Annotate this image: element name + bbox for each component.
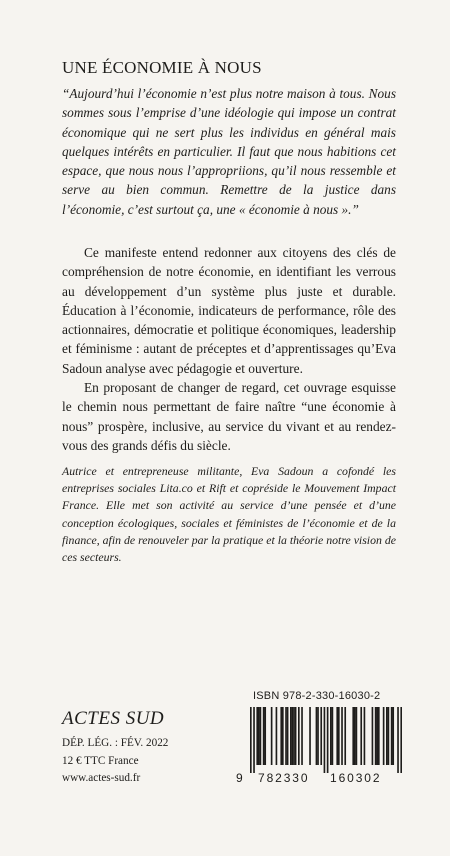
barcode-bar xyxy=(320,707,322,765)
price: 12 € TTC France xyxy=(62,754,139,767)
barcode-bar xyxy=(285,707,287,765)
barcode-bar xyxy=(271,707,273,765)
barcode-bar xyxy=(301,707,303,765)
barcode-bar xyxy=(276,707,278,765)
barcode-bar xyxy=(327,707,329,773)
barcode-bar xyxy=(263,707,265,765)
barcode-bar xyxy=(293,707,295,765)
barcode-bar xyxy=(372,707,374,765)
barcode-bar xyxy=(250,707,252,773)
blurb-paragraph-2: En proposant de changer de regard, cet ouvrage esquisse le chemin nous permettant de faire naître “une économie à nous” prospère, inclusive, au service du vivant et au rendez-vous des grands défis du siècle. xyxy=(62,380,396,453)
barcode-bar xyxy=(292,707,294,765)
barcode-bar xyxy=(332,707,334,765)
publisher-logo: ACTES SUD xyxy=(62,708,165,729)
barcode-bar xyxy=(317,707,319,765)
author-bio: Autrice et entrepreneuse militante, Eva Sadoun a cofondé les entreprises sociales Lita.co et Rift et copréside le Mouvement Impact France. Elle met son activité au service d’une pensée et d’une conception écologiques, sociales et féministes de l’économie et de la finance, afin de renouveler par la pratique et la théorie notre vision de ces secteurs. xyxy=(62,464,396,565)
barcode-bar xyxy=(295,707,297,765)
barcode-bar xyxy=(253,707,255,773)
barcode-bar xyxy=(280,707,282,765)
book-title: UNE ÉCONOMIE À NOUS xyxy=(62,58,262,77)
isbn-label: ISBN 978-2-330-16030-2 xyxy=(253,690,381,702)
barcode-bars xyxy=(250,707,402,773)
barcode-bar xyxy=(344,707,346,765)
barcode-bar xyxy=(264,707,266,765)
barcode-bar xyxy=(392,707,394,765)
barcode-bar xyxy=(258,707,260,765)
barcode-bar xyxy=(324,707,326,773)
barcode-bar xyxy=(383,707,385,765)
barcode-bar xyxy=(352,707,354,765)
barcode xyxy=(236,707,406,787)
barcode-left-group: 782330 xyxy=(258,771,310,785)
barcode-right-group: 160302 xyxy=(330,771,382,785)
barcode-bar xyxy=(375,707,377,765)
barcode-bar xyxy=(298,707,300,765)
barcode-bar xyxy=(260,707,262,765)
barcode-bar xyxy=(391,707,393,765)
publisher-website: www.actes-sud.fr xyxy=(62,772,141,784)
barcode-bar xyxy=(388,707,390,765)
barcode-bar xyxy=(397,707,399,773)
barcode-digits xyxy=(236,771,406,787)
barcode-bar xyxy=(309,707,311,765)
barcode-bar xyxy=(386,707,388,765)
barcode-bar xyxy=(287,707,289,765)
pull-quote: “Aujourd’hui l’économie n’est plus notre maison à tous. Nous sommes sous l’emprise d’une idéologie qui impose un contrat économique qui ne sert plus les individus en général mais quelques intérêts en particulier. Il faut que nous habitions cet espace, que nous nous l’appropriions, qu’il nous ressemble et serve au bien commun. Remettre de la justice dans l’économie, c’est surtout ça, une « économie à nous ».” xyxy=(62,86,396,217)
barcode-bar xyxy=(376,707,378,765)
barcode-bar xyxy=(341,707,343,765)
barcode-bar xyxy=(316,707,318,765)
barcode-bar xyxy=(378,707,380,765)
barcode-first-digit: 9 xyxy=(236,771,243,785)
barcode-bar xyxy=(338,707,340,765)
barcode-bar xyxy=(282,707,284,765)
barcode-bar xyxy=(354,707,356,765)
legal-deposit: DÉP. LÉG. : FÉV. 2022 xyxy=(62,737,169,749)
barcode-bar xyxy=(336,707,338,765)
blurb xyxy=(62,243,396,455)
legal-info xyxy=(62,735,168,788)
blurb-paragraph-1: Ce manifeste entend redonner aux citoyens des clés de compréhension de notre économie, en identifiant les verrous au développement d’un système plus juste et durable. Éducation à l’économie, indicateurs de performance, rôle des actionnaires, démocratie et politique économiques, leadership et féminisme : autant de préceptes et d’apprentissages qu’Eva Sadoun analyse avec pédagogie et ouverture. xyxy=(62,245,396,376)
barcode-bar xyxy=(364,707,366,765)
barcode-bar xyxy=(356,707,358,765)
barcode-bar xyxy=(256,707,258,765)
barcode-bar xyxy=(330,707,332,765)
barcode-bar xyxy=(400,707,402,773)
barcode-bar xyxy=(360,707,362,765)
barcode-bar xyxy=(290,707,292,765)
